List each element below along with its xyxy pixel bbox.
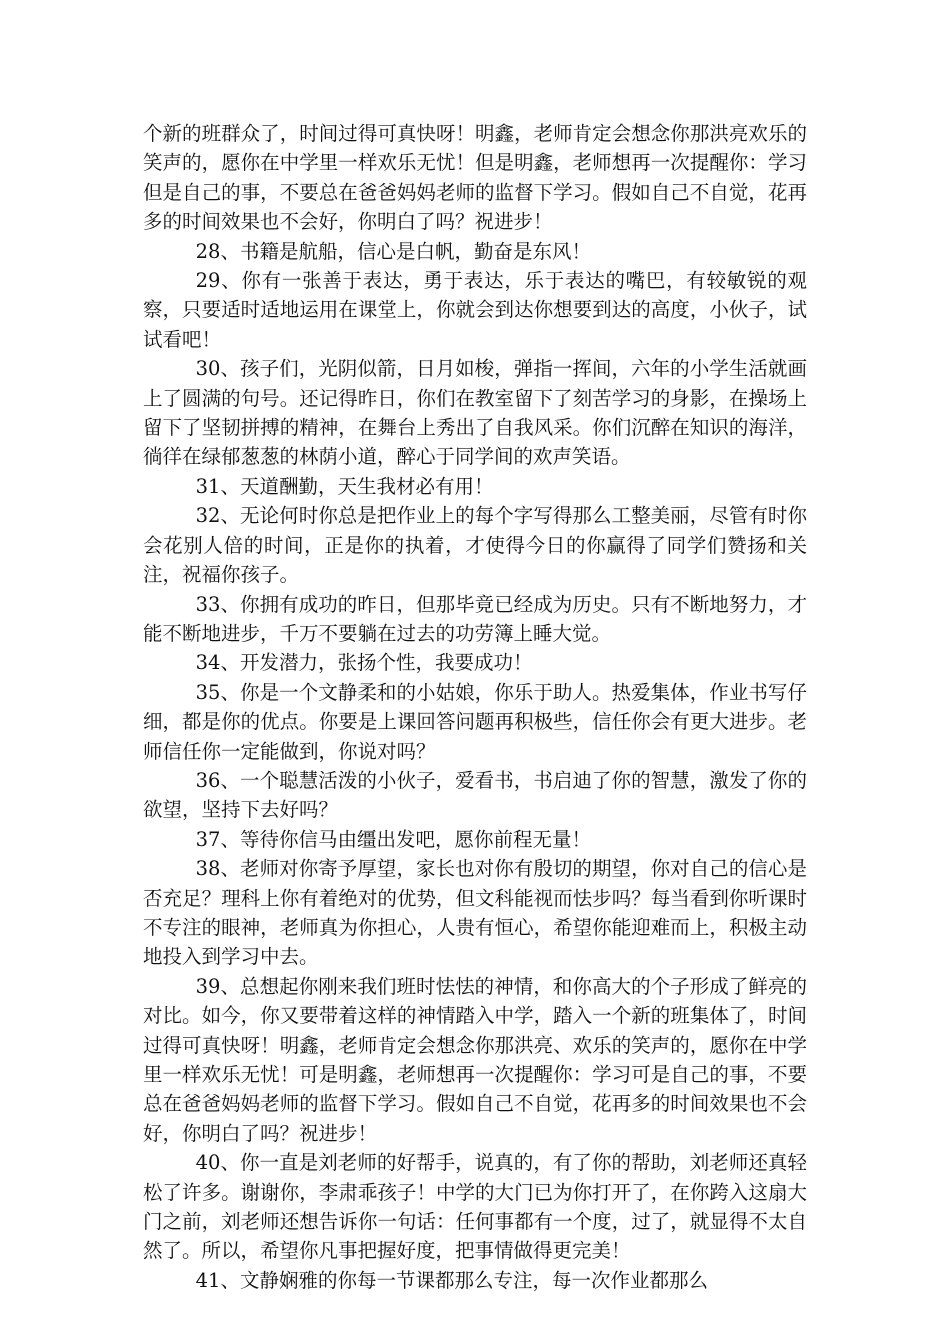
paragraph-36: 36、一个聪慧活泼的小伙子，爱看书，书启迪了你的智慧，激发了你的欲望，坚持下去好吗？ bbox=[143, 768, 807, 822]
paragraph-34: 34、开发潜力，张扬个性，我要成功！ bbox=[195, 651, 533, 675]
paragraph-30: 30、孩子们，光阴似箭，日月如梭，弹指一挥间，六年的小学生活就画上了圆满的句号。还记得昨日，你们在教室留下了刻苦学习的身影，在操场上留下了坚韧拼搏的精神，在舞台上秀出了自我风采。你们沉醉在知识的海洋，徜徉在绿郁葱葱的林荫小道，醉心于同学间的欢声笑语。 bbox=[143, 357, 807, 469]
paragraph-32: 32、无论何时你总是把作业上的每个字写得那么工整美丽，尽管有时你会花别人倍的时间，正是你的执着，才使得今日的你赢得了同学们赞扬和关注，祝福你孩子。 bbox=[143, 504, 807, 587]
paragraph-continuation: 个新的班群众了，时间过得可真快呀！明鑫，老师肯定会想念你那洪亮欢乐的笑声的，愿你在中学里一样欢乐无忧！但是明鑫，老师想再一次提醒你：学习但是自己的事，不要总在爸爸妈妈老师的监督下学习。假如自己不自觉，花再多的时间效果也不会好，你明白了吗？祝进步！ bbox=[143, 122, 807, 234]
paragraph-28: 28、书籍是航船，信心是白帆，勤奋是东风！ bbox=[195, 239, 591, 263]
paragraph-29: 29、你有一张善于表达，勇于表达，乐于表达的嘴巴，有较敏锐的观察，只要适时适地运用在课堂上，你就会到达你想要到达的高度，小伙子，试试看吧！ bbox=[143, 269, 807, 351]
paragraph-41: 41、文静娴雅的你每一节课都那么专注，每一次作业都那么 bbox=[195, 1268, 708, 1292]
paragraph-40: 40、你一直是刘老师的好帮手，说真的，有了你的帮助，刘老师还真轻松了许多。谢谢你，李肃乖孩子！中学的大门已为你打开了，在你跨入这扇大门之前，刘老师还想告诉你一句话：任何事都有一个度，过了，就显得不太自然了。所以，希望你凡事把握好度，把事情做得更完美！ bbox=[143, 1151, 807, 1263]
paragraph-33: 33、你拥有成功的昨日，但那毕竟已经成为历史。只有不断地努力，才能不断地进步，千万不要躺在过去的功劳簿上睡大觉。 bbox=[143, 592, 807, 645]
paragraph-38: 38、老师对你寄予厚望，家长也对你有殷切的期望，你对自己的信心是否充足？理科上你有着绝对的优势，但文科能视而怯步吗？每当看到你听课时不专注的眼神，老师真为你担心，人贵有恒心，希望你能迎难而上，积极主动地投入到学习中去。 bbox=[143, 857, 807, 969]
paragraph-35: 35、你是一个文静柔和的小姑娘，你乐于助人。热爱集体，作业书写仔细，都是你的优点。你要是上课回答问题再积极些，信任你会有更大进步。老师信任你一定能做到，你说对吗？ bbox=[143, 680, 807, 763]
paragraph-31: 31、天道酬勤，天生我材必有用！ bbox=[195, 474, 494, 498]
paragraph-39: 39、总想起你刚来我们班时怯怯的神情，和你高大的个子形成了鲜亮的对比。如今，你又要带着这样的神情踏入中学，踏入一个新的班集体了，时间过得可真快呀！明鑫，老师肯定会想念你那洪亮、欢乐的笑声的，愿你在中学里一样欢乐无忧！可是明鑫，老师想再一次提醒你：学习可是自己的事，不要总在爸爸妈妈老师的监督下学习。假如自己不自觉，花再多的时间效果也不会好，你明白了吗？祝进步！ bbox=[143, 974, 807, 1145]
paragraph-37: 37、等待你信马由缰出发吧，愿你前程无量！ bbox=[195, 827, 591, 851]
document-body bbox=[143, 119, 807, 1295]
